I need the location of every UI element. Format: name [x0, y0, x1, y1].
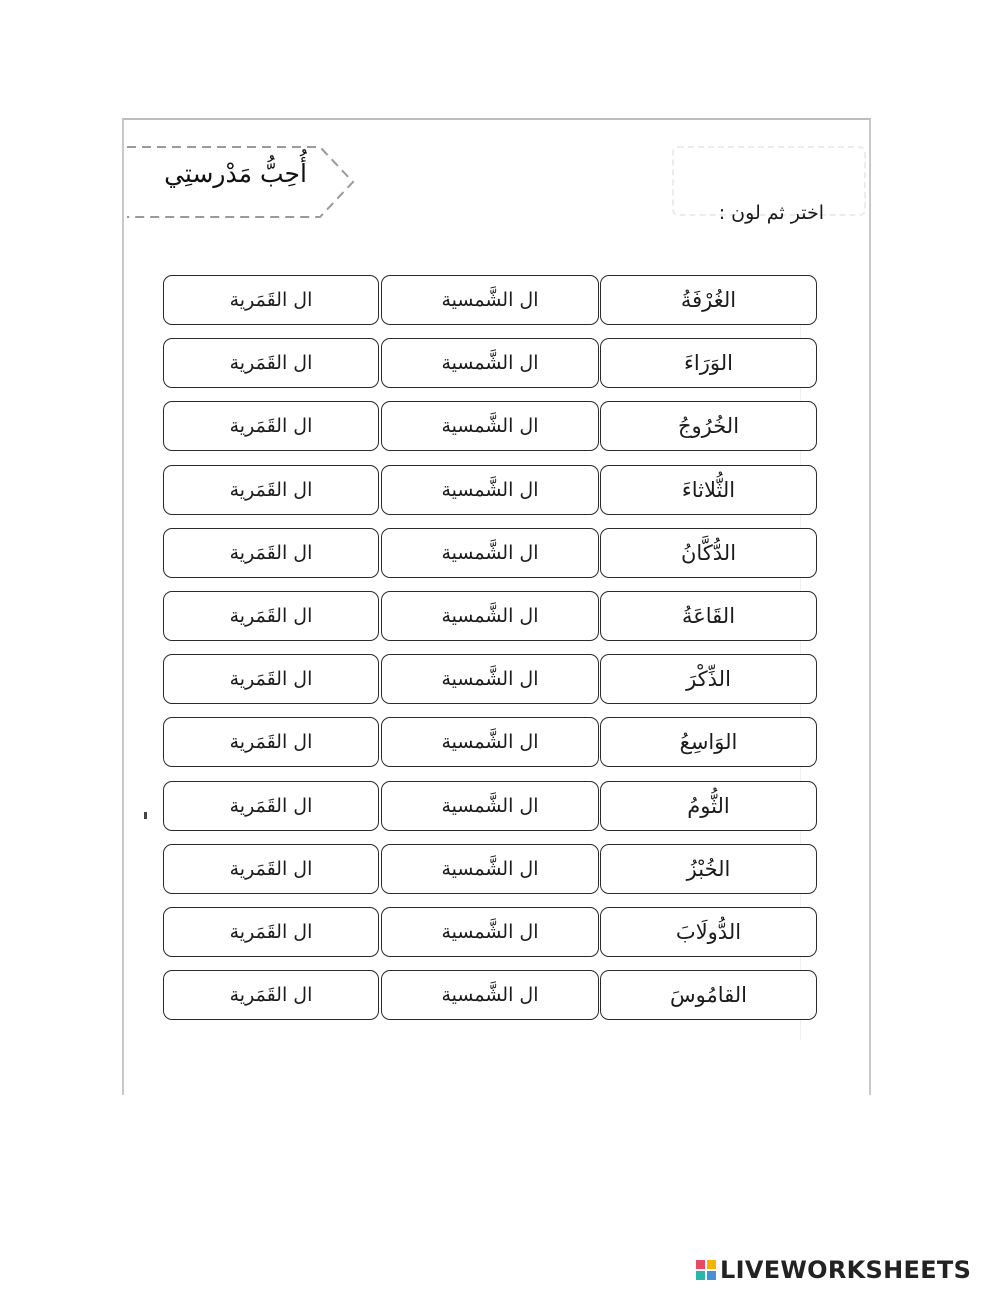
table-row	[163, 528, 819, 591]
answer-grid	[163, 275, 819, 1033]
option-shamsiya-button[interactable]: ال الشَّمسية	[381, 528, 599, 578]
option-shamsiya-button[interactable]: ال الشَّمسية	[381, 338, 599, 388]
table-row	[163, 591, 819, 654]
logo-square	[696, 1271, 705, 1280]
logo-square	[707, 1271, 716, 1280]
table-row	[163, 275, 819, 338]
table-row	[163, 338, 819, 401]
word-cell: الثُّومُ	[600, 781, 817, 831]
option-shamsiya-button[interactable]: ال الشَّمسية	[381, 970, 599, 1020]
table-row	[163, 654, 819, 717]
option-shamsiya-button[interactable]: ال الشَّمسية	[381, 275, 599, 325]
scan-mark	[144, 812, 147, 819]
option-qamariya-button[interactable]: ال القَمَرية	[163, 654, 379, 704]
page-title: أُحِبُّ مَدْرستِي	[164, 159, 307, 188]
option-qamariya-button[interactable]: ال القَمَرية	[163, 907, 379, 957]
option-shamsiya-button[interactable]: ال الشَّمسية	[381, 591, 599, 641]
table-row	[163, 717, 819, 780]
brand-name: LIVEWORKSHEETS	[720, 1256, 972, 1284]
option-qamariya-button[interactable]: ال القَمَرية	[163, 338, 379, 388]
table-row	[163, 844, 819, 907]
option-qamariya-button[interactable]: ال القَمَرية	[163, 781, 379, 831]
option-shamsiya-button[interactable]: ال الشَّمسية	[381, 844, 599, 894]
option-qamariya-button[interactable]: ال القَمَرية	[163, 591, 379, 641]
word-cell: القَاعَةُ	[600, 591, 817, 641]
instruction-text: اختر ثم لون :	[718, 202, 824, 224]
option-shamsiya-button[interactable]: ال الشَّمسية	[381, 781, 599, 831]
liveworksheets-logo-icon	[696, 1260, 716, 1280]
word-cell: الثُّلاثاءَ	[600, 465, 817, 515]
option-shamsiya-button[interactable]: ال الشَّمسية	[381, 907, 599, 957]
option-qamariya-button[interactable]: ال القَمَرية	[163, 528, 379, 578]
option-qamariya-button[interactable]: ال القَمَرية	[163, 275, 379, 325]
word-cell: الذِّكْرَ	[600, 654, 817, 704]
table-row	[163, 401, 819, 464]
option-shamsiya-button[interactable]: ال الشَّمسية	[381, 401, 599, 451]
title-banner	[125, 143, 355, 221]
table-row	[163, 907, 819, 970]
option-qamariya-button[interactable]: ال القَمَرية	[163, 717, 379, 767]
logo-square	[696, 1260, 705, 1269]
word-cell: الدُّكَّانُ	[600, 528, 817, 578]
word-cell: الغُرْفَةُ	[600, 275, 817, 325]
table-row	[163, 781, 819, 844]
option-qamariya-button[interactable]: ال القَمَرية	[163, 844, 379, 894]
table-row	[163, 465, 819, 528]
option-qamariya-button[interactable]: ال القَمَرية	[163, 465, 379, 515]
table-row	[163, 970, 819, 1033]
option-qamariya-button[interactable]: ال القَمَرية	[163, 970, 379, 1020]
word-cell: الوَرَاءَ	[600, 338, 817, 388]
footer-brand	[696, 1255, 996, 1285]
word-cell: القامُوسَ	[600, 970, 817, 1020]
word-cell: الدُّولَابَ	[600, 907, 817, 957]
option-qamariya-button[interactable]: ال القَمَرية	[163, 401, 379, 451]
option-shamsiya-button[interactable]: ال الشَّمسية	[381, 717, 599, 767]
word-cell: الخُبْزُ	[600, 844, 817, 894]
option-shamsiya-button[interactable]: ال الشَّمسية	[381, 654, 599, 704]
logo-square	[707, 1260, 716, 1269]
option-shamsiya-button[interactable]: ال الشَّمسية	[381, 465, 599, 515]
word-cell: الخُرُوجُ	[600, 401, 817, 451]
word-cell: الوَاسِعُ	[600, 717, 817, 767]
